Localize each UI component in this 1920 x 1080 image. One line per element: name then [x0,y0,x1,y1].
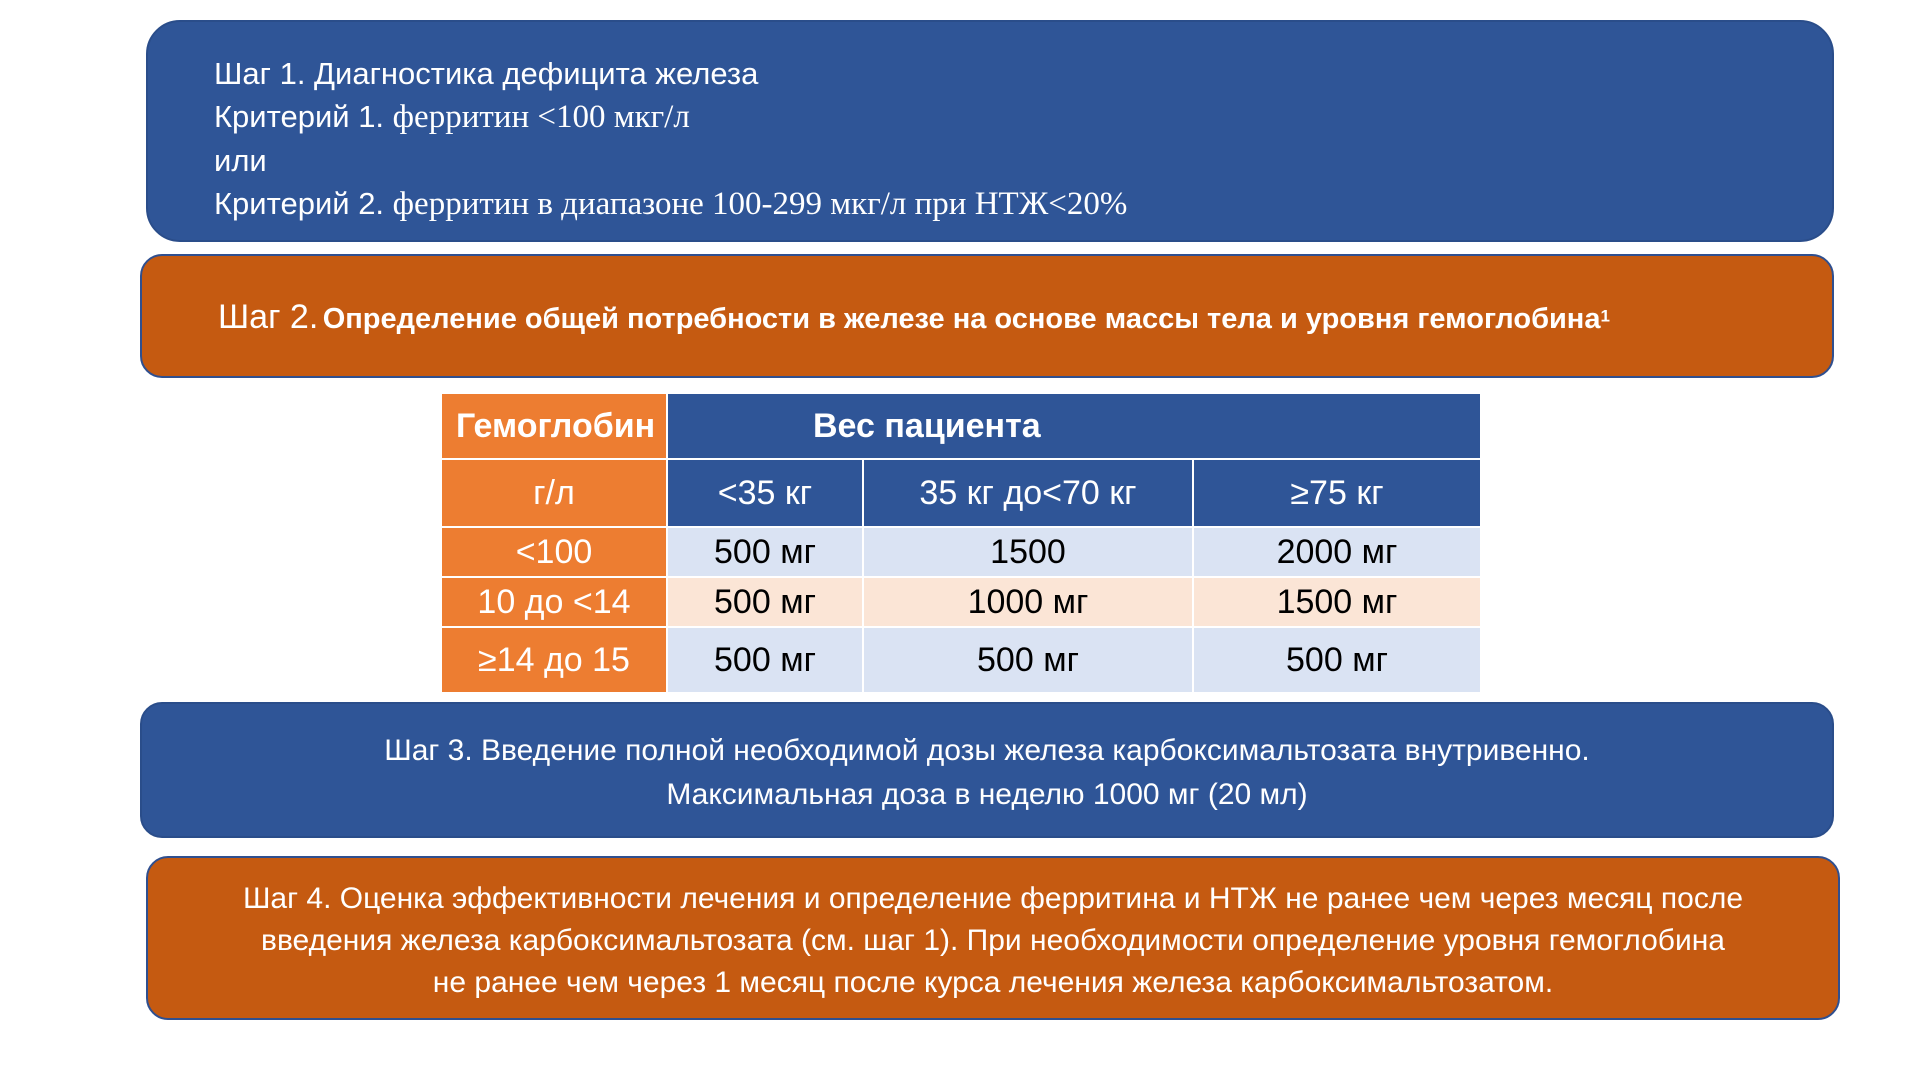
criterion1-label: Критерий 1. [214,99,385,134]
dose-table [440,392,1482,694]
dose-cell: 500 мг [1193,627,1481,693]
step3-line2: Максимальная доза в неделю 1000 мг (20 мл) [666,778,1308,811]
step1-criterion1 [214,95,1832,139]
dose-cell: 1000 мг [863,577,1193,627]
step4-box [146,856,1840,1020]
step2-box [140,254,1834,378]
weight-col-1: <35 кг [667,459,863,527]
criterion1-text: ферритин <100 мкг/л [392,99,690,135]
hb-header: Гемоглобин [441,393,667,459]
dose-cell: 500 мг [667,527,863,577]
dose-cell: 500 мг [667,627,863,693]
step2-line [218,298,1610,337]
dose-cell: 500 мг [863,627,1193,693]
table-row [441,527,1481,577]
step1-title: Шаг 1. Диагностика дефицита железа [214,56,759,91]
hb-level: ≥14 до 15 [441,627,667,693]
step2-text: Определение общей потребности в железе на основе массы тела и уровня гемоглобина [322,303,1601,335]
hb-level: <100 [441,527,667,577]
weight-header: Вес пациента [667,393,1481,459]
step2-footnote: 1 [1600,306,1610,326]
table-row [441,627,1481,693]
weight-col-3: ≥75 кг [1193,459,1481,527]
weight-col-2: 35 кг до<70 кг [863,459,1193,527]
step4-line3: не ранее чем через 1 месяц после курса лечения железа карбоксимальтозатом. [432,966,1554,999]
table-subheader-row [441,459,1481,527]
dose-cell: 500 мг [667,577,863,627]
step1-or: или [214,143,267,178]
criterion2-text: ферритин в диапазоне 100-299 мкг/л при НТЖ<20% [392,186,1128,222]
criterion2-label: Критерий 2. [214,186,385,221]
step3-box [140,702,1834,838]
table-row [441,577,1481,627]
dose-cell: 1500 [863,527,1193,577]
table-header-row [441,393,1481,459]
hb-unit: г/л [441,459,667,527]
step1-criterion2 [214,182,1832,226]
step2-lead: Шаг 2. [218,298,319,336]
step1-box [146,20,1834,242]
hb-level: 10 до <14 [441,577,667,627]
step4-line1: Шаг 4. Оценка эффективности лечения и определение ферритина и НТЖ не ранее чем через месяц после [242,882,1744,915]
dose-cell: 2000 мг [1193,527,1481,577]
step3-line1: Шаг 3. Введение полной необходимой дозы железа карбоксимальтозата внутривенно. [384,734,1590,767]
step4-line2: введения железа карбоксимальтозата (см. шаг 1). При необходимости определение уровня гемоглобина [261,924,1725,957]
dose-cell: 1500 мг [1193,577,1481,627]
